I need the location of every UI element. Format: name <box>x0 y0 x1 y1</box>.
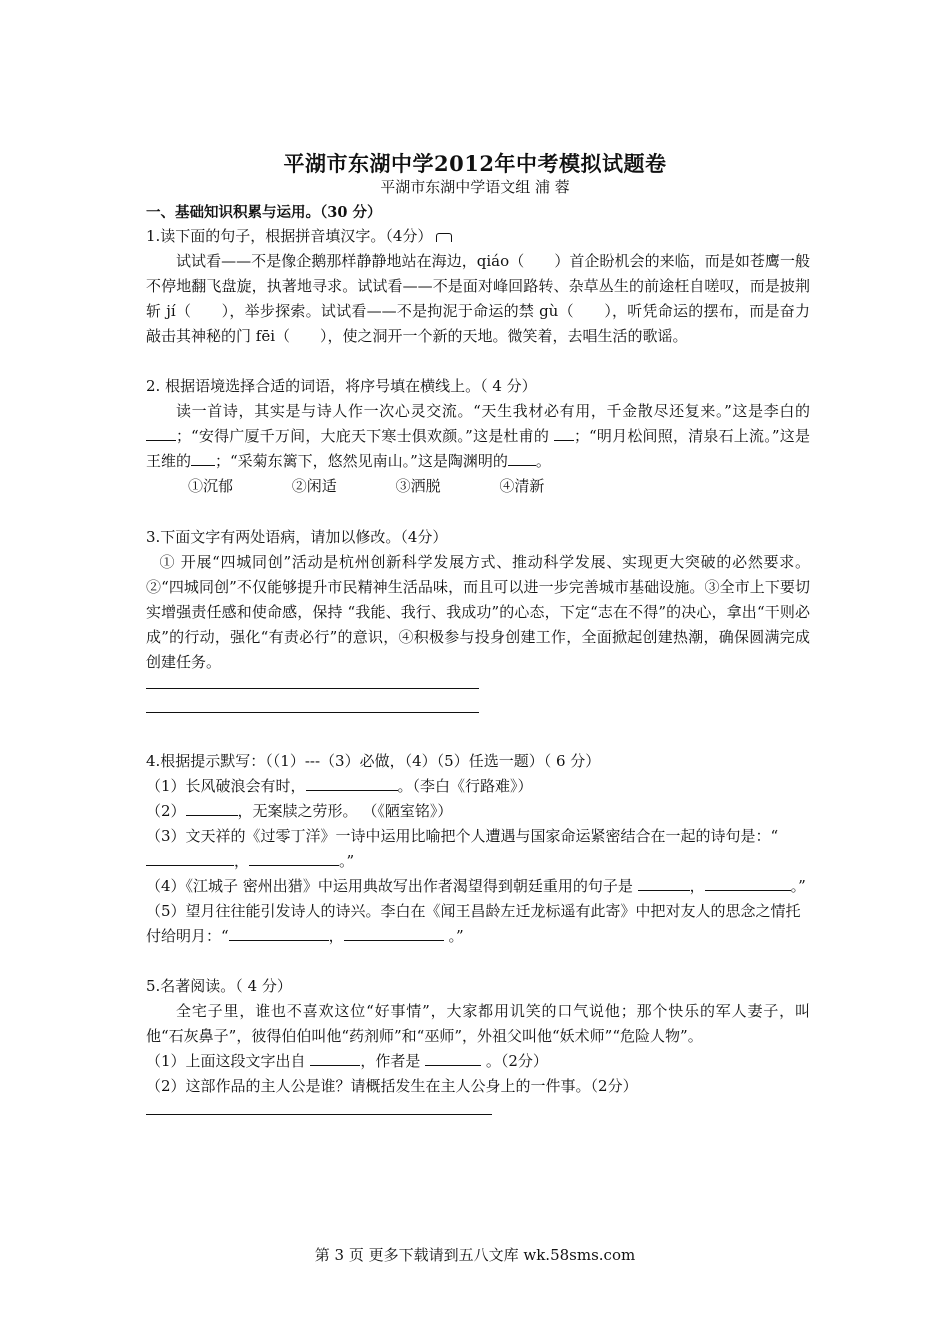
q2-heading: 2. 根据语境选择合适的词语，将序号填在横线上。（ 4 分） <box>146 377 537 395</box>
q4-blank-5b[interactable] <box>344 926 444 941</box>
option-1: ①沉郁 <box>188 477 234 495</box>
text-cursor-icon <box>436 233 452 242</box>
q5-sub-2: （2）这部作品的主人公是谁？请概括发生在主人公身上的一件事。（2分） <box>146 1077 638 1095</box>
exam-title: 平湖市东湖中学2012年中考模拟试题卷 <box>283 151 667 176</box>
q4-item-1: （1）长风破浪会有时， 。（李白《行路难》） <box>146 777 533 795</box>
q5-blank-book[interactable] <box>310 1051 360 1066</box>
q2-blank-2[interactable] <box>554 426 574 441</box>
q4-blank-3b[interactable] <box>249 851 339 866</box>
q3-heading: 3.下面文字有两处语病，请加以修改。（4分） <box>146 528 448 546</box>
q2-blank-4[interactable] <box>508 451 536 466</box>
q3-passage: ① 开展“四城同创”活动是杭州创新科学发展方式、推动科学发展、实现更大突破的必然要求。②“四城同创”不仅能够提升市民精神生活品味，而且可以进一步完善城市基础设施。③全市上下要切实增强责任感和使命感，保持 “我能、我行、我成功”的心态，下定“志在不得”的决心，拿出“干则必成”的行动，强化“有责必行”的意识，④积极参与投身创建工作，全面掀起创建热潮，确保圆满完成创建任务。 <box>146 553 810 671</box>
q4-blank-3a[interactable] <box>146 851 234 866</box>
option-2: ②闲适 <box>291 477 337 495</box>
q4-item-5: （5）望月往往能引发诗人的诗兴。李白在《闻王昌龄左迁龙标遥有此寄》中把对友人的思念之情托付给明月：“ ， 。” <box>146 902 801 945</box>
q4-blank-4b[interactable] <box>705 876 791 891</box>
q4-item-3: （3）文天祥的《过零丁洋》一诗中运用比喻把个人遭遇与国家命运紧密结合在一起的诗句是：“， 。” <box>146 827 779 870</box>
q5-heading: 5.名著阅读。（ 4 分） <box>146 977 292 995</box>
q5-sub-1: （1）上面这段文字出自 ，作者是 。（2分） <box>146 1052 548 1070</box>
q2-passage: 读一首诗，其实是与诗人作一次心灵交流。“天生我材必有用，千金散尽还复来。”这是李白的；“安得广厦千万间，大庇天下寒士俱欢颜。”这是杜甫的 ；“明月松间照，清泉石上流。”这是王维的 ；“采菊东篱下，悠然见南山。”这是陶渊明的 。 <box>146 402 810 470</box>
exam-content <box>146 200 810 1115</box>
q4-blank-4a[interactable] <box>638 876 690 891</box>
page-footer: 第 3 页 更多下载请到五八文库 wk.58sms.com <box>314 1246 636 1264</box>
q4-item-2: （2） ，无案牍之劳形。 （《陋室铭》） <box>146 802 453 820</box>
q5-blank-author[interactable] <box>425 1051 481 1066</box>
q4-blank-5a[interactable] <box>229 926 329 941</box>
q2-blank-1[interactable] <box>146 426 176 441</box>
q5-passage: 全宅子里，谁也不喜欢这位“好事情”，大家都用讥笑的口气说他；那个快乐的军人妻子，叫他“石灰鼻子”，彼得伯伯叫他“药剂师”和“巫师”，外祖父叫他“妖术师”“危险人物”。 <box>146 1002 810 1045</box>
q1-passage: 试试看——不是像企鹅那样静静地站在海边，qiáo（ ）首企盼机会的来临，而是如苍鹰一般不停地翻飞盘旋，执著地寻求。试试看——不是面对峰回路转、杂草丛生的前途枉自嗟叹，而是披荆斩 jí（ ），举步探索。试试看——不是拘泥于命运的禁 gù（ ），听凭命运的摆布，而是奋力敲击其神秘的门 fēi（ ），使之洞开一个新的天地。微笑着，去唱生活的歌谣。 <box>146 252 810 345</box>
q5-answer-line[interactable] <box>146 1113 492 1115</box>
q4-blank-2[interactable] <box>186 801 238 816</box>
q4-blank-1[interactable] <box>306 776 398 791</box>
q2-blank-3[interactable] <box>191 451 215 466</box>
q1-heading: 1.读下面的句子，根据拼音填汉字。（4分） <box>146 224 810 249</box>
q4-heading: 4.根据提示默写：（（1）---（3）必做，（4）（5）任选一题）（ 6 分） <box>146 752 601 770</box>
exam-author: 平湖市东湖中学语文组 浦 蓉 <box>380 178 570 196</box>
option-3: ③洒脱 <box>395 477 441 495</box>
option-4: ④清新 <box>499 477 545 495</box>
q4-item-4: （4）《江城子 密州出猎》中运用典故写出作者渴望得到朝廷重用的句子是 ， 。” <box>146 877 806 895</box>
q2-options <box>146 474 810 500</box>
section-heading: 一、基础知识积累与运用。（30 分） <box>146 204 382 221</box>
